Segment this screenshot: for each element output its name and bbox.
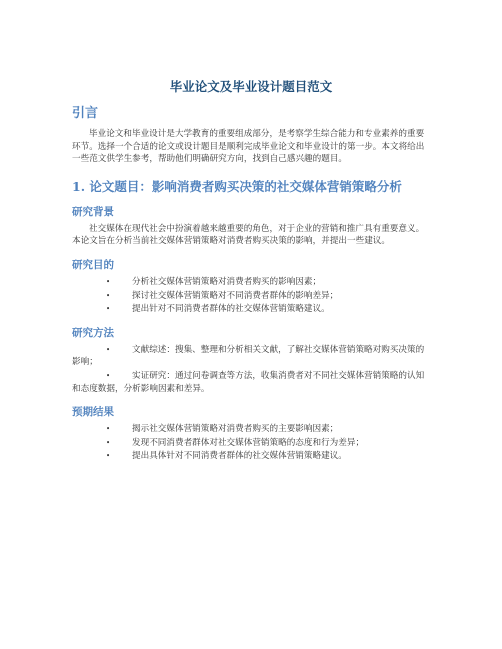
list-item-text: 提出针对不同消费者群体的社交媒体营销策略建议。 (132, 304, 330, 315)
list-item-text: 探讨社交媒体营销策略对不同消费者群体的影响差异； (132, 290, 339, 301)
list-item-text: 提出具体针对不同消费者群体的社交媒体营销策略建议。 (132, 451, 347, 462)
bullet-icon: • (106, 425, 111, 434)
methods-heading: 研究方法 (72, 326, 114, 339)
bullet-icon: • (106, 345, 111, 354)
list-item-text: 揭示社交媒体营销策略对消费者购买的主要影响因素； (132, 424, 339, 435)
list-item-text: 分析社交媒体营销策略对消费者购买的影响因素； (132, 276, 322, 287)
document-title: 毕业论文及毕业设计题目范文 (169, 79, 333, 94)
list-item (72, 344, 430, 369)
bullet-icon: • (106, 305, 111, 314)
bullet-icon: • (106, 371, 111, 380)
bullet-icon: • (106, 452, 111, 461)
intro-paragraph: 毕业论文和毕业设计是大学教育的重要组成部分，是考察学生综合能力和专业素养的重要环节。选择一个合适的论文或设计题目是顺利完成毕业论文和毕业设计的第一步。本文将给出一些范文供学生参考，帮助他们明确研究方向，找到自己感兴趣的题目。 (72, 129, 425, 165)
list-item (72, 423, 430, 436)
results-heading: 预期结果 (72, 406, 114, 419)
methods-list (72, 344, 430, 395)
background-heading: 研究背景 (72, 205, 114, 218)
list-item (72, 303, 430, 316)
list-item (72, 290, 430, 303)
list-item (72, 276, 430, 289)
results-list (72, 423, 430, 463)
list-item-text: 文献综述：搜集、整理和分析相关文献，了解社交媒体营销策略对购买决策的影响； (72, 344, 425, 368)
background-paragraph: 社交媒体在现代社会中扮演着越来越重要的角色，对于企业的营销和推广具有重要意义。本论文旨在分析当前社交媒体营销策略对消费者购买决策的影响，并提出一些建议。 (72, 223, 425, 247)
list-item-text: 实证研究：通过问卷调查等方法，收集消费者对不同社交媒体营销策略的认知和态度数据，分析影响因素和差异。 (72, 370, 425, 394)
bullet-icon: • (106, 438, 111, 447)
list-item (72, 437, 430, 450)
bullet-icon: • (106, 291, 111, 300)
list-item (72, 450, 430, 463)
bullet-icon: • (106, 277, 111, 286)
purpose-list (72, 276, 430, 316)
list-item (72, 370, 430, 395)
list-item-text: 发现不同消费者群体对社交媒体营销策略的态度和行为差异； (132, 437, 365, 448)
section1-heading: 1. 论文题目：影响消费者购买决策的社交媒体营销策略分析 (72, 178, 402, 194)
purpose-heading: 研究目的 (72, 258, 114, 271)
intro-heading: 引言 (72, 106, 99, 121)
